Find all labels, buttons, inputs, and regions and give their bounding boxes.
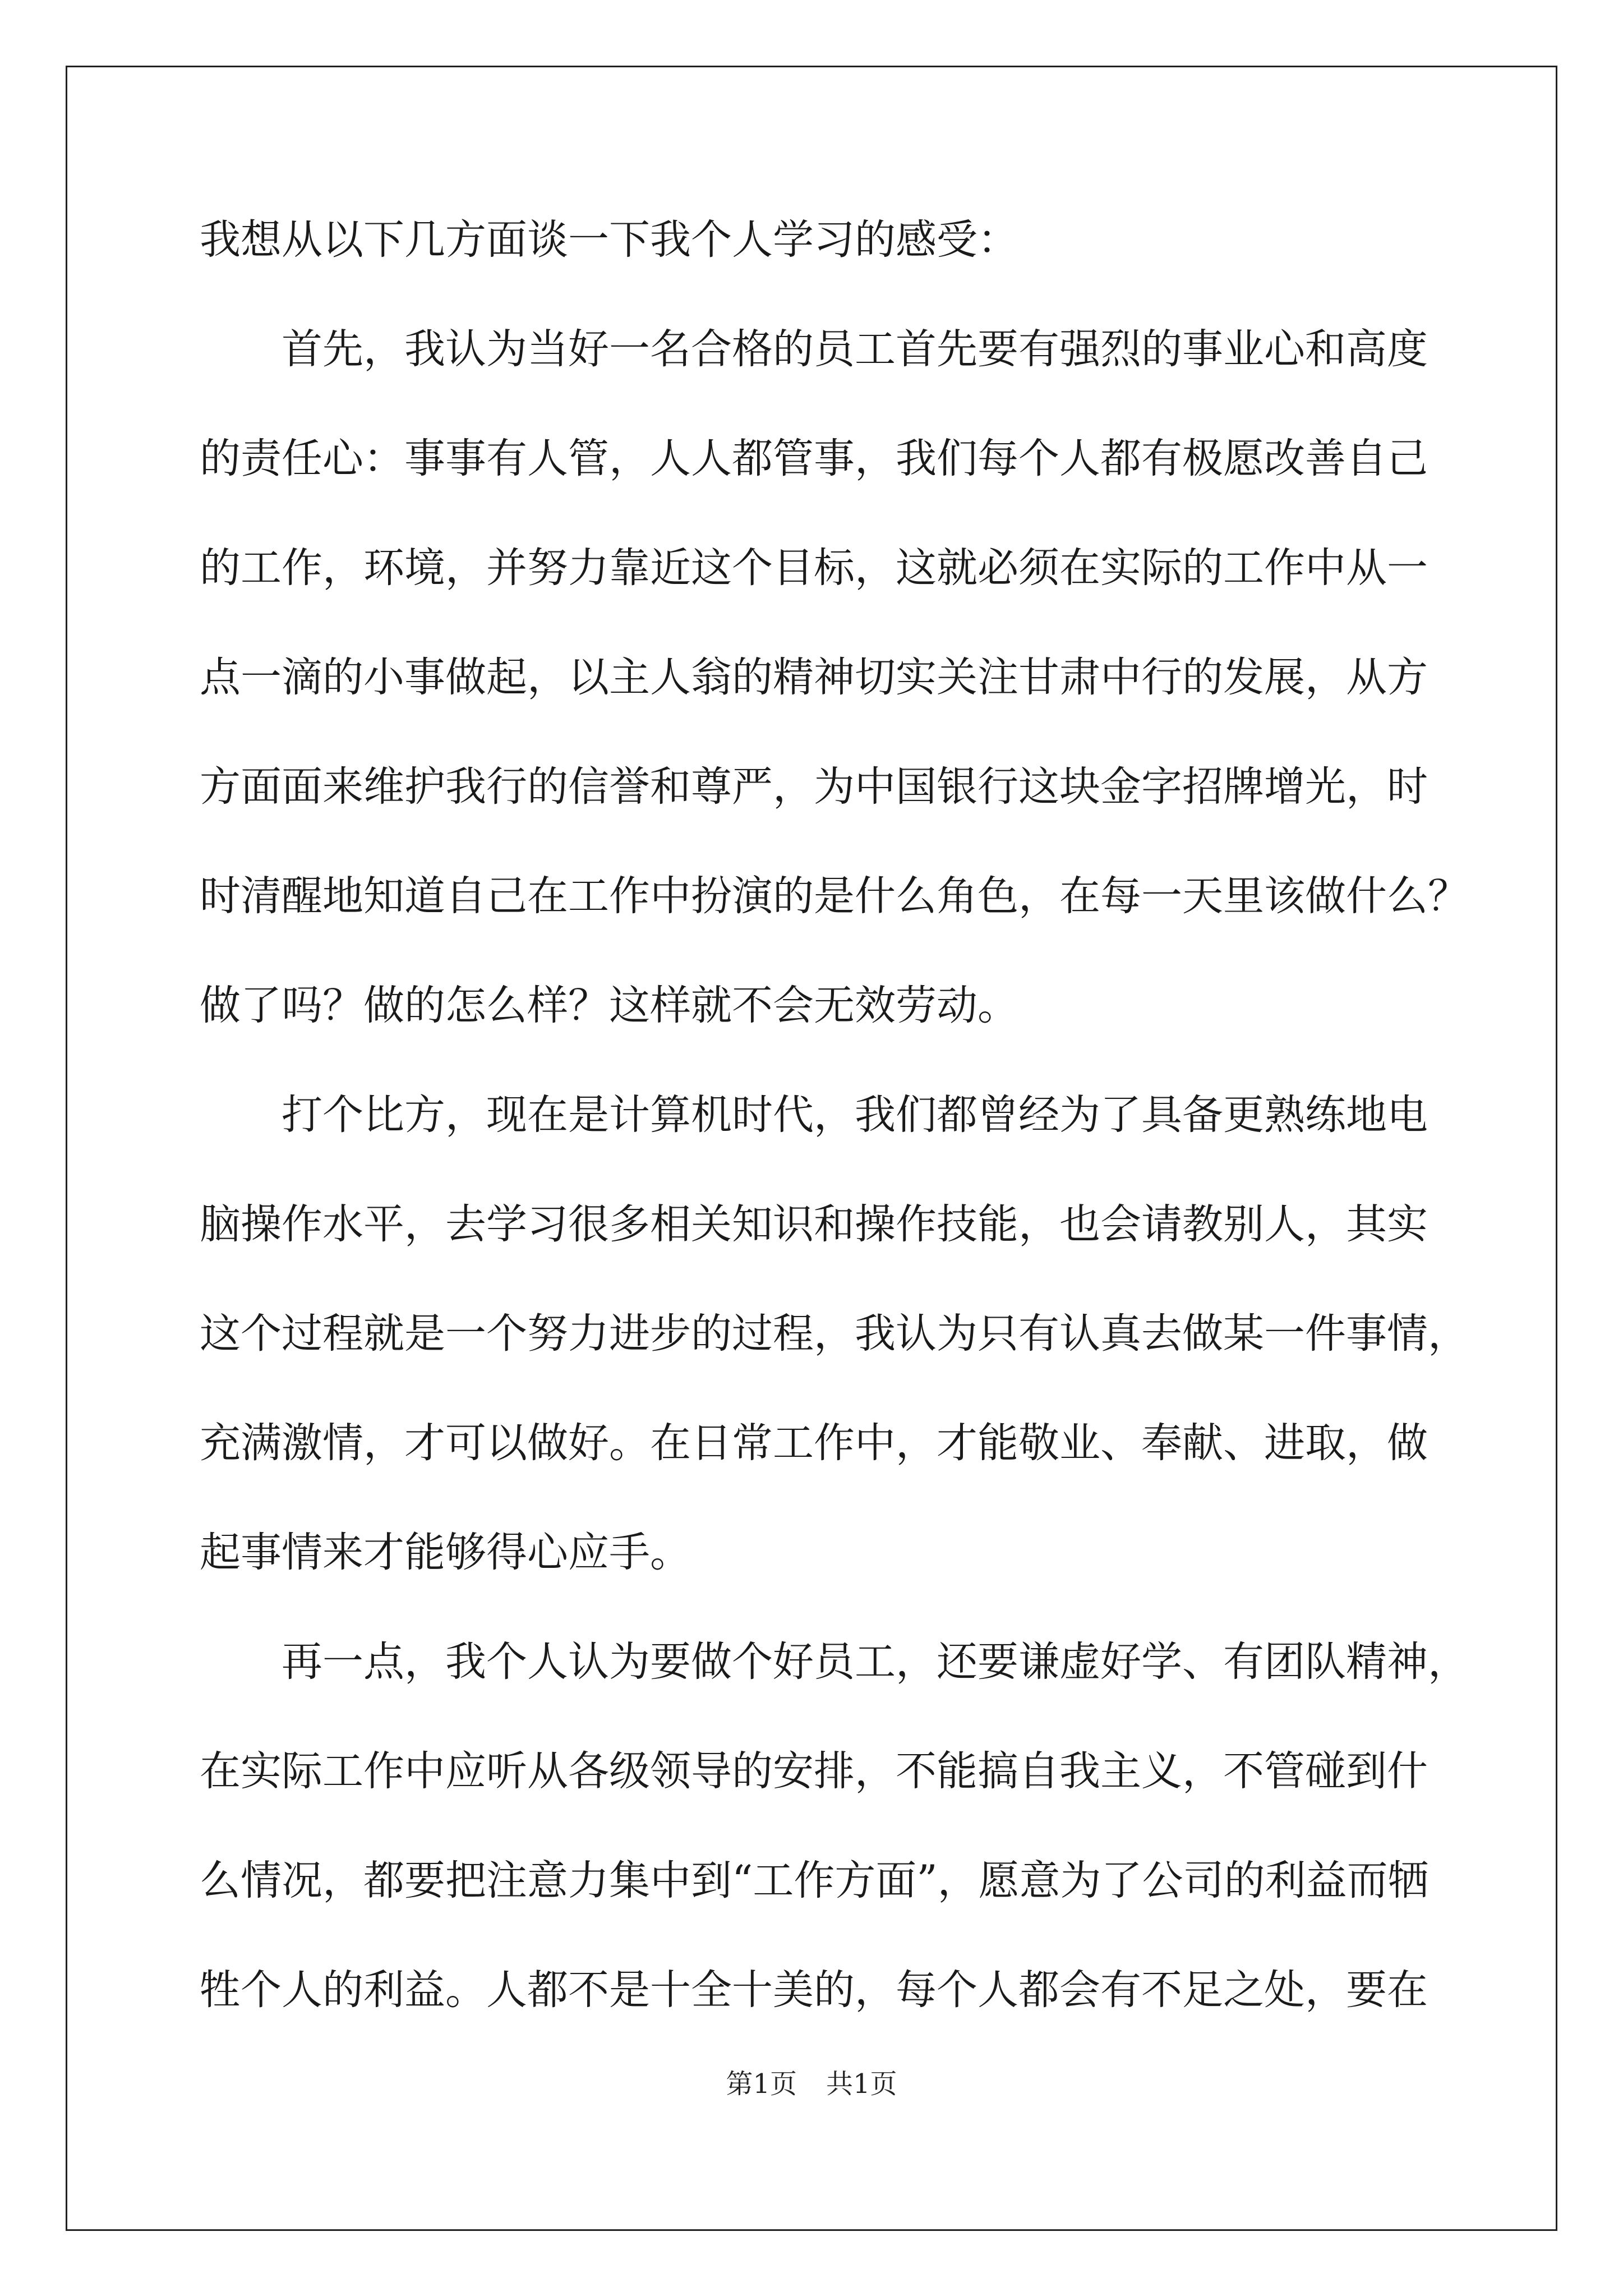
text-line: 脑操作水平，去学习很多相关知识和操作技能，也会请教别人，其实 bbox=[200, 1200, 1428, 1248]
document-body bbox=[200, 185, 1469, 2045]
text-line: 牲个人的利益。人都不是十全十美的，每个人都会有不足之处，要在 bbox=[200, 1966, 1428, 2014]
text-line: 点一滴的小事做起，以主人翁的精神切实关注甘肃中行的发展，从方 bbox=[200, 654, 1428, 701]
text-line: 我想从以下几方面谈一下我个人学习的感受： bbox=[200, 216, 1018, 264]
text-line: 的工作，环境，并努力靠近这个目标，这就必须在实际的工作中从一 bbox=[200, 544, 1428, 592]
page-footer bbox=[0, 2067, 1623, 2101]
text-line: 起事情来才能够得心应手。 bbox=[200, 1529, 691, 1576]
text-line: 做了吗？做的怎么样？这样就不会无效劳动。 bbox=[200, 982, 1018, 1029]
page-number-current: 第1页 bbox=[726, 2068, 797, 2100]
page-number-total: 共1页 bbox=[826, 2068, 897, 2100]
text-line: 的责任心：事事有人管，人人都管事，我们每个人都有极愿改善自己 bbox=[200, 435, 1428, 482]
text-line: 时清醒地知道自己在工作中扮演的是什么角色，在每一天里该做什么？ bbox=[200, 872, 1469, 920]
text-line: 首先，我认为当好一名合格的员工首先要有强烈的事业心和高度 bbox=[282, 325, 1428, 373]
text-line: 打个比方，现在是计算机时代，我们都曾经为了具备更熟练地电 bbox=[282, 1091, 1428, 1139]
text-line: 充满激情，才可以做好。在日常工作中，才能敬业、奉献、进取，做 bbox=[200, 1419, 1428, 1467]
text-line: 么情况，都要把注意力集中到“工作方面”，愿意为了公司的利益而牺 bbox=[200, 1857, 1429, 1904]
text-line: 再一点，我个人认为要做个好员工，还要谦虚好学、有团队精神， bbox=[282, 1638, 1469, 1686]
text-line: 方面面来维护我行的信誉和尊严，为中国银行这块金字招牌增光，时 bbox=[200, 763, 1428, 811]
text-line: 这个过程就是一个努力进步的过程，我认为只有认真去做某一件事情， bbox=[200, 1310, 1469, 1358]
text-line: 在实际工作中应听从各级领导的安排，不能搞自我主义，不管碰到什 bbox=[200, 1747, 1428, 1795]
